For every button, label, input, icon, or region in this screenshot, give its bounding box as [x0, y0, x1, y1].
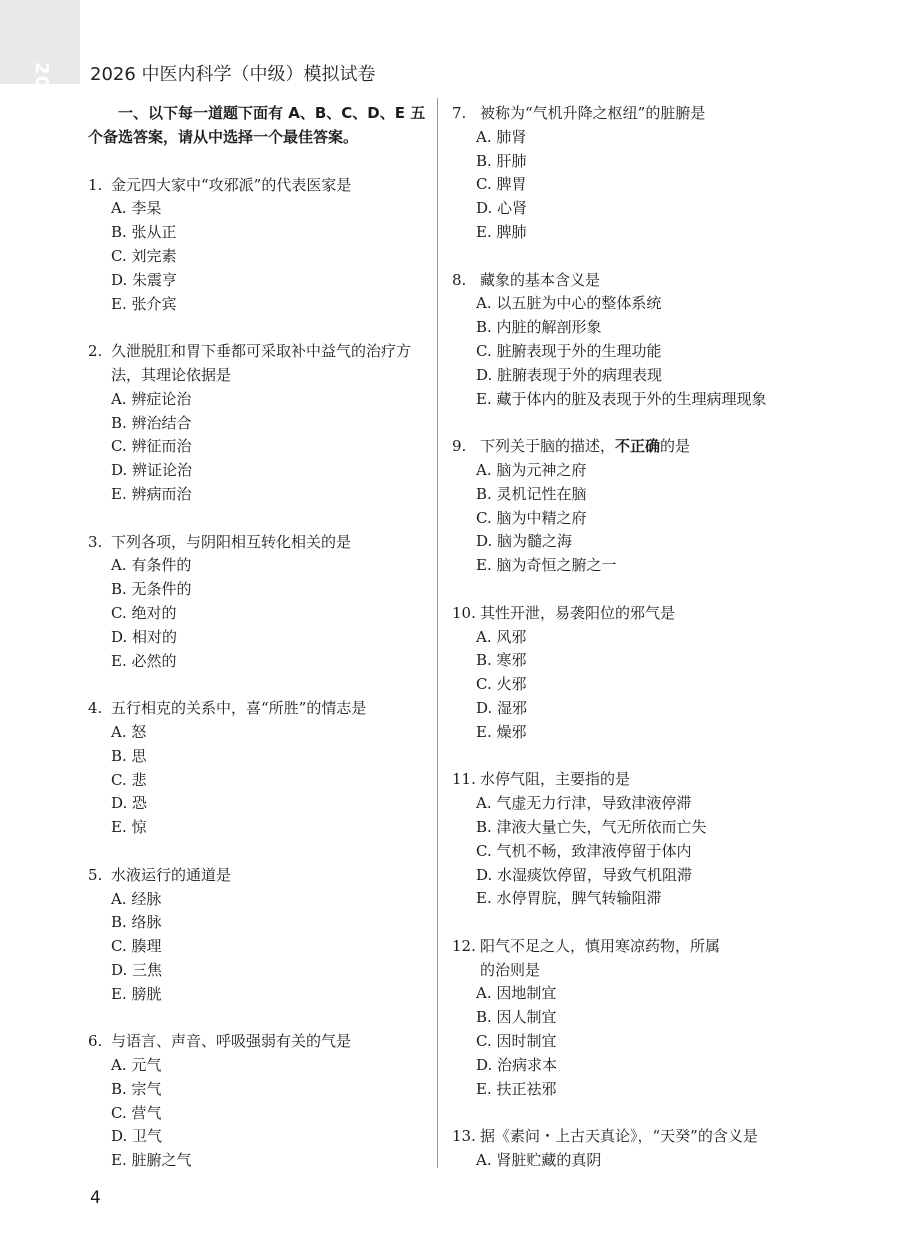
question-stem: 与语言、声音、呼吸强弱有关的气是	[111, 1032, 352, 1051]
question-7	[452, 102, 812, 245]
option-d[interactable]: D. 水湿痰饮停留，导致气机阻滞	[476, 865, 693, 884]
option-e[interactable]: E. 辨病而治	[111, 484, 192, 503]
option-c[interactable]: C. 辨征而治	[111, 437, 192, 456]
question-5	[88, 864, 428, 1007]
option-e[interactable]: E. 藏于体内的脏及表现于外的生理病理现象	[476, 389, 767, 408]
question-9	[452, 435, 812, 578]
option-c[interactable]: C. 营气	[111, 1103, 162, 1122]
option-a[interactable]: A. 因地制宜	[476, 984, 557, 1003]
question-stem	[480, 435, 812, 459]
option-d[interactable]: D. 心肾	[476, 199, 528, 218]
section-instruction: 一、以下每一道题下面有 A、B、C、D、E 五个备选答案，请从中选择一个最佳答案。	[88, 104, 426, 146]
option-c[interactable]: C. 气机不畅，致津液停留于体内	[476, 841, 692, 860]
question-number: 2.	[88, 342, 103, 361]
option-a[interactable]: A. 肺肾	[476, 127, 527, 146]
option-d[interactable]: D. 三焦	[111, 960, 163, 979]
question-stem	[480, 935, 812, 983]
option-e[interactable]: E. 脾肺	[476, 222, 527, 241]
year-tab	[0, 0, 80, 117]
question-number: 12.	[452, 936, 476, 955]
option-e[interactable]: E. 扶正祛邪	[476, 1079, 557, 1098]
option-e[interactable]: E. 脑为奇恒之腑之一	[476, 556, 617, 575]
option-b[interactable]: B. 张从正	[111, 223, 177, 242]
stem-before: 下列关于脑的描述，	[480, 437, 616, 456]
option-a[interactable]: A. 以五脏为中心的整体系统	[476, 294, 662, 313]
question-number: 13.	[452, 1127, 476, 1146]
option-b[interactable]: B. 辨治结合	[111, 413, 192, 432]
option-b[interactable]: B. 肝肺	[476, 151, 527, 170]
option-e[interactable]: E. 必然的	[111, 651, 177, 670]
question-1	[88, 174, 428, 317]
option-b[interactable]: B. 络脉	[111, 913, 162, 932]
left-column	[88, 102, 428, 1197]
option-b[interactable]: B. 灵机记性在脑	[476, 484, 587, 503]
option-b[interactable]: B. 思	[111, 746, 147, 765]
question-stem: 被称为“气机升降之枢纽”的脏腑是	[480, 104, 706, 122]
question-number: 6.	[88, 1032, 103, 1051]
question-number: 11.	[452, 770, 476, 789]
option-b[interactable]: B. 内脏的解剖形象	[476, 318, 602, 337]
option-b[interactable]: B. 津液大量亡失，气无所依而亡失	[476, 817, 707, 836]
question-number: 5.	[88, 865, 103, 884]
question-number: 9.	[452, 437, 467, 456]
option-e[interactable]: E. 脏腑之气	[111, 1151, 192, 1170]
option-b[interactable]: B. 无条件的	[111, 580, 192, 599]
option-e[interactable]: E. 张介宾	[111, 294, 177, 313]
option-c[interactable]: C. 悲	[111, 770, 147, 789]
option-a[interactable]: A. 气虚无力行津，导致津液停滞	[476, 794, 692, 813]
option-c[interactable]: C. 因时制宜	[476, 1032, 557, 1051]
question-stem: 下列各项，与阴阳相互转化相关的是	[111, 532, 352, 551]
question-11	[452, 768, 812, 911]
option-d[interactable]: D. 脑为髓之海	[476, 532, 573, 551]
question-stem: 金元四大家中“攻邪派”的代表医家是	[111, 175, 352, 194]
question-3	[88, 531, 428, 674]
option-a[interactable]: A. 怒	[111, 722, 147, 741]
option-d[interactable]: D. 治病求本	[476, 1055, 558, 1074]
question-stem: 五行相克的关系中，喜“所胜”的情志是	[111, 699, 367, 718]
option-d[interactable]: D. 相对的	[111, 627, 178, 646]
option-e[interactable]: E. 膀胱	[111, 984, 162, 1003]
option-c[interactable]: C. 脏腑表现于外的生理功能	[476, 341, 662, 360]
option-b[interactable]: B. 宗气	[111, 1079, 162, 1098]
question-13	[452, 1125, 812, 1173]
year-tab-label: 2026	[31, 62, 52, 117]
question-number: 3.	[88, 532, 103, 551]
option-b[interactable]: B. 寒邪	[476, 651, 527, 670]
option-d[interactable]: D. 脏腑表现于外的病理表现	[476, 365, 663, 384]
page-header-title: 2026 中医内科学（中级）模拟试卷	[90, 64, 376, 85]
question-12	[452, 935, 812, 1102]
question-number: 4.	[88, 699, 103, 718]
option-c[interactable]: C. 火邪	[476, 675, 527, 694]
option-a[interactable]: A. 李杲	[111, 199, 162, 218]
option-c[interactable]: C. 脾胃	[476, 175, 527, 194]
question-number: 7.	[452, 104, 467, 122]
option-c[interactable]: C. 脑为中精之府	[476, 508, 587, 527]
option-d[interactable]: D. 朱震亨	[111, 270, 178, 289]
option-d[interactable]: D. 辨证论治	[111, 461, 193, 480]
option-c[interactable]: C. 绝对的	[111, 603, 177, 622]
option-b[interactable]: B. 因人制宜	[476, 1008, 557, 1027]
option-a[interactable]: A. 风邪	[476, 627, 527, 646]
option-a[interactable]: A. 辨症论治	[111, 389, 192, 408]
right-column	[452, 102, 812, 1197]
question-stem: 藏象的基本含义是	[480, 270, 601, 289]
stem-emphasis: 不正确	[615, 437, 661, 456]
question-10	[452, 602, 812, 745]
question-number: 10.	[452, 603, 476, 622]
option-d[interactable]: D. 湿邪	[476, 698, 528, 717]
question-number: 8.	[452, 270, 467, 289]
option-c[interactable]: C. 刘完素	[111, 246, 177, 265]
question-stem: 据《素问・上古天真论》，“天癸”的含义是	[480, 1127, 758, 1146]
question-6	[88, 1030, 428, 1173]
option-a[interactable]: A. 脑为元神之府	[476, 460, 587, 479]
option-e[interactable]: E. 燥邪	[476, 722, 527, 741]
option-d[interactable]: D. 卫气	[111, 1127, 163, 1146]
question-4	[88, 697, 428, 840]
question-stem: 久泄脱肛和胃下垂都可采取补中益气的治疗方法，其理论依据是	[111, 342, 412, 384]
option-a[interactable]: A. 有条件的	[111, 556, 192, 575]
option-a[interactable]: A. 元气	[111, 1056, 162, 1075]
option-a[interactable]: A. 肾脏贮藏的真阴	[476, 1151, 602, 1170]
stem-line-1: 阳气不足之人，慎用寒凉药物，所属	[480, 936, 721, 955]
option-d[interactable]: D. 恐	[111, 794, 148, 813]
option-e[interactable]: E. 水停胃脘，脾气转输阻滞	[476, 889, 662, 908]
question-stem: 水液运行的通道是	[111, 865, 232, 884]
stem-line-2: 的治则是	[480, 960, 541, 979]
question-8	[452, 269, 812, 412]
question-stem: 水停气阻，主要指的是	[480, 770, 631, 789]
option-c[interactable]: C. 腠理	[111, 937, 162, 956]
question-number: 1.	[88, 175, 103, 194]
option-a[interactable]: A. 经脉	[111, 889, 162, 908]
column-divider	[437, 98, 438, 1168]
option-e[interactable]: E. 惊	[111, 818, 147, 837]
page-number: 4	[90, 1188, 101, 1208]
stem-after: 的是	[660, 437, 691, 456]
question-stem: 其性开泄，易袭阳位的邪气是	[480, 603, 676, 622]
question-2	[88, 340, 428, 507]
